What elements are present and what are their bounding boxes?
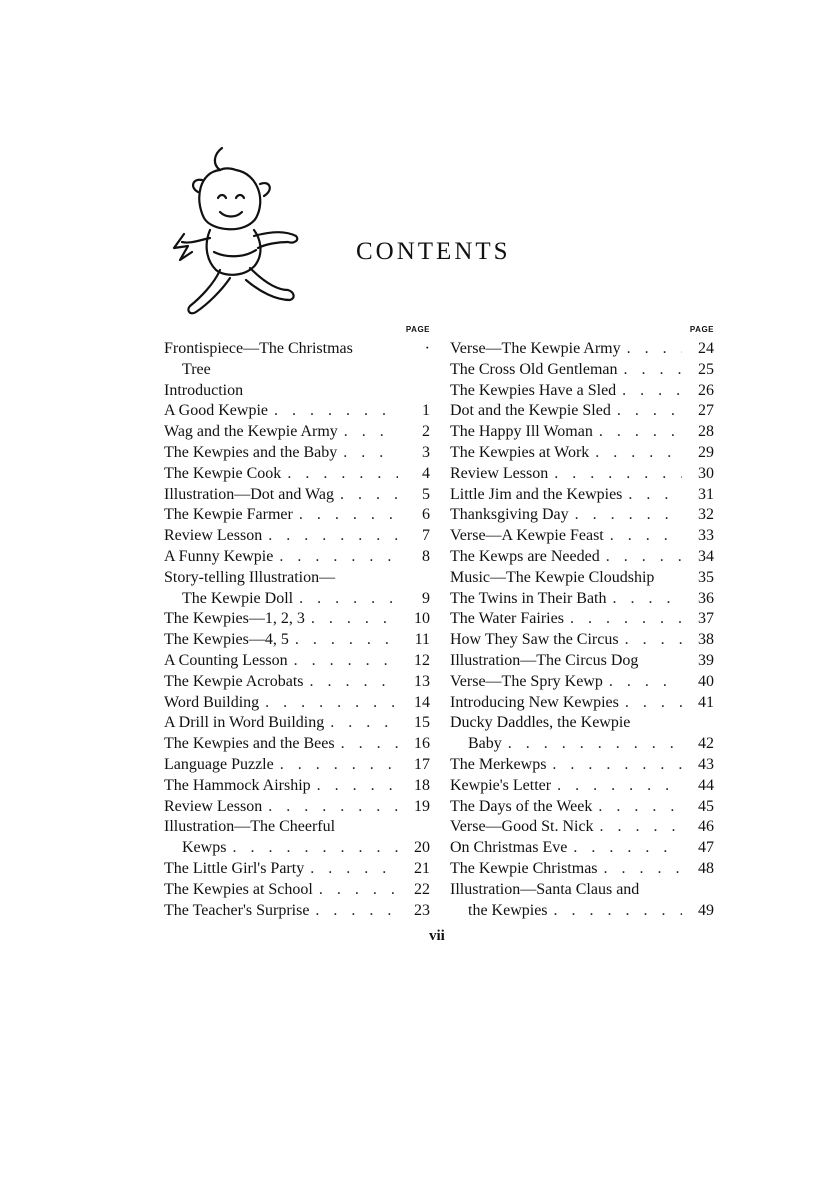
entry-page-number: 43: [698, 755, 714, 773]
entry-page-number: 32: [698, 506, 714, 524]
dot-leader: [570, 609, 682, 630]
entry-title: Frontispiece—The Christmas: [164, 340, 353, 357]
entry-title: The Little Girl's Party: [164, 859, 305, 877]
contents-entry: [164, 797, 430, 818]
contents-entry: [164, 609, 430, 630]
dot-leader: [310, 859, 398, 880]
dot-leader: [265, 693, 398, 714]
entry-page-number: 36: [698, 589, 714, 607]
contents-entry: [450, 485, 714, 506]
contents-entry: [164, 339, 430, 381]
entry-title: Review Lesson: [450, 464, 549, 482]
entry-title: Illustration—Dot and Wag: [164, 485, 334, 503]
entry-page-number: 10: [414, 610, 430, 628]
entry-page-number: 40: [698, 672, 714, 690]
contents-entry: [164, 817, 430, 859]
entry-title: The Hammock Airship: [164, 776, 311, 794]
contents-entry: [164, 859, 430, 880]
contents-entry: [164, 755, 430, 776]
entry-title: On Christmas Eve: [450, 839, 568, 857]
dot-leader: [274, 401, 398, 422]
contents-entry: [450, 401, 714, 422]
entry-title: How They Saw the Circus: [450, 631, 619, 649]
entry-page-number: 44: [698, 776, 714, 794]
contents-column-left: [164, 325, 430, 921]
dot-leader: [343, 443, 398, 464]
contents-entry: [450, 360, 714, 381]
entry-page-number: 16: [414, 735, 430, 753]
contents-entry: [164, 672, 430, 693]
entry-title: Kewpie's Letter: [450, 776, 552, 794]
entry-title: The Merkewps: [450, 755, 547, 773]
dot-leader: [624, 360, 682, 381]
entry-page-number: 9: [422, 589, 430, 607]
dot-leader: [557, 776, 682, 797]
entry-title: The Kewpies—4, 5: [164, 631, 289, 649]
entry-title: The Kewpie Acrobats: [164, 672, 304, 690]
entry-page-number: 3: [422, 443, 430, 461]
contents-entry: [450, 693, 714, 714]
dot-leader: [628, 485, 682, 506]
dot-leader: [299, 589, 398, 610]
contents-entry: [450, 713, 714, 755]
contents-entry: [450, 526, 714, 547]
entry-title: Word Building: [164, 693, 260, 711]
entry-title: Little Jim and the Kewpies: [450, 485, 623, 503]
dot-leader: [268, 526, 398, 547]
contents-entry: [450, 630, 714, 651]
dot-leader: [279, 547, 398, 568]
dot-leader: [552, 755, 682, 776]
entry-page-number: 45: [698, 797, 714, 815]
entry-title: The Days of the Week: [450, 797, 593, 815]
dot-leader: [554, 464, 682, 485]
entry-page-number: 4: [422, 464, 430, 482]
entry-title: Language Puzzle: [164, 755, 274, 773]
entry-title: The Kewpies at School: [164, 880, 313, 898]
entry-title: The Teacher's Surprise: [164, 901, 310, 919]
entry-title: Review Lesson: [164, 797, 263, 815]
entry-page-number: 23: [414, 901, 430, 919]
dot-leader: [294, 651, 398, 672]
entry-page-number: 12: [414, 651, 430, 669]
entry-title: The Water Fairies: [450, 610, 564, 628]
entry-title: The Kewpies and the Bees: [164, 735, 335, 753]
dot-leader: [606, 547, 682, 568]
entry-title: The Happy Ill Woman: [450, 423, 593, 441]
dot-leader: [625, 693, 682, 714]
page-number: vii: [429, 928, 445, 944]
contents-entry: [450, 776, 714, 797]
contents-entry: [450, 422, 714, 443]
contents-entry: [450, 672, 714, 693]
entry-page-number: 48: [698, 859, 714, 877]
contents-entry: [450, 817, 714, 838]
contents-entry: [164, 464, 430, 485]
contents-entry: [450, 838, 714, 859]
dot-leader: [268, 797, 398, 818]
entry-title: Illustration—The Circus Dog: [450, 651, 639, 669]
entry-page-number: 2: [422, 423, 430, 441]
dot-leader: [299, 505, 398, 526]
entry-page-number: 35: [698, 568, 714, 586]
entry-page-number: 49: [698, 901, 714, 919]
contents-list: [450, 339, 714, 921]
entry-page-number: 47: [698, 839, 714, 857]
dot-leader: [319, 880, 398, 901]
contents-entry: [164, 381, 430, 402]
dot-leader: [598, 797, 682, 818]
entry-page-number: 13: [414, 672, 430, 690]
contents-entry: [450, 505, 714, 526]
contents-entry: [450, 755, 714, 776]
contents-entry: [164, 422, 430, 443]
page-column-header: PAGE: [405, 325, 430, 334]
entry-title: Verse—The Spry Kewp: [450, 672, 603, 690]
entry-page-number: 28: [698, 423, 714, 441]
entry-page-number: 7: [422, 527, 430, 545]
entry-title: Introduction: [164, 381, 244, 399]
contents-entry: [164, 693, 430, 714]
entry-title: The Kewps are Needed: [450, 547, 600, 565]
contents-entry: [450, 651, 714, 672]
entry-page-number: 18: [414, 776, 430, 794]
entry-title: Ducky Daddles, the Kewpie: [450, 714, 631, 732]
contents-entry: [450, 339, 714, 360]
entry-title: The Twins in Their Bath: [450, 589, 607, 607]
contents-entry: [164, 485, 430, 506]
contents-entry: [164, 880, 430, 901]
entry-title: Story-telling Illustration—: [164, 568, 336, 586]
entry-page-number: 21: [414, 859, 430, 877]
entry-title: The Cross Old Gentleman: [450, 360, 618, 378]
entry-page-number: 25: [698, 360, 714, 378]
dot-leader: [610, 526, 682, 547]
entry-title: Thanksgiving Day: [450, 506, 569, 524]
kewpie-illustration: [160, 140, 310, 335]
entry-page-number: 5: [422, 485, 430, 503]
entry-title: Kewps: [182, 839, 227, 857]
dot-leader: [600, 817, 682, 838]
dot-leader: [341, 734, 398, 755]
contents-entry: [450, 547, 714, 568]
dot-leader: [311, 609, 398, 630]
entry-title: The Kewpie Doll: [182, 589, 294, 607]
entry-page-number: 24: [698, 340, 714, 357]
entry-title: Review Lesson: [164, 527, 263, 545]
entry-title: A Counting Lesson: [164, 651, 288, 669]
contents-entry: [450, 568, 714, 589]
contents-entry: [164, 630, 430, 651]
entry-page-number: 29: [698, 443, 714, 461]
entry-page-number: 17: [414, 755, 430, 773]
entry-page-number: 8: [422, 547, 430, 565]
entry-title: Wag and the Kewpie Army: [164, 423, 338, 441]
dot-leader: [310, 672, 398, 693]
entry-title: The Kewpie Cook: [164, 464, 282, 482]
contents-entry: [450, 609, 714, 630]
dot-leader: [595, 443, 682, 464]
entry-title: Verse—The Kewpie Army: [450, 340, 621, 357]
entry-page-number: 39: [698, 651, 714, 669]
contents-entry: [164, 547, 430, 568]
entry-title: Music—The Kewpie Cloudship: [450, 568, 655, 586]
dot-leader: [573, 838, 682, 859]
contents-entry: [450, 443, 714, 464]
dot-leader: [613, 589, 683, 610]
entry-title: Tree: [182, 360, 211, 378]
contents-entry: [164, 901, 430, 922]
dot-leader: [627, 339, 682, 360]
dot-leader: [317, 776, 398, 797]
entry-title: The Kewpies at Work: [450, 443, 590, 461]
entry-title: The Kewpies—1, 2, 3: [164, 610, 305, 628]
entry-title: Verse—Good St. Nick: [450, 818, 594, 836]
entry-title: The Kewpies Have a Sled: [450, 381, 617, 399]
entry-page-number: 20: [414, 839, 430, 857]
contents-entry: [164, 734, 430, 755]
contents-entry: [164, 713, 430, 734]
entry-page-number: 41: [698, 693, 714, 711]
dot-leader: [622, 381, 682, 402]
entry-title: the Kewpies: [468, 901, 548, 919]
contents-entry: [450, 859, 714, 880]
contents-entry: [450, 589, 714, 610]
contents-entry: [450, 880, 714, 922]
entry-title: Baby: [468, 735, 502, 753]
entry-page-number: 26: [698, 381, 714, 399]
dot-leader: [617, 401, 682, 422]
entry-title: Illustration—Santa Claus and: [450, 880, 640, 898]
contents-entry: [450, 464, 714, 485]
dot-leader: [609, 672, 682, 693]
entry-title: The Kewpie Farmer: [164, 506, 293, 524]
dot-leader: [232, 838, 398, 859]
contents-entry: [164, 526, 430, 547]
dot-leader: [280, 755, 398, 776]
entry-title: Dot and the Kewpie Sled: [450, 402, 611, 420]
entry-page-number: 27: [698, 402, 714, 420]
contents-entry: [164, 568, 430, 610]
entry-page-number: 34: [698, 547, 714, 565]
contents-entry: [450, 381, 714, 402]
entry-page-number: 1: [422, 402, 430, 420]
dot-leader: [554, 901, 682, 922]
entry-page-number: 15: [414, 714, 430, 732]
entry-page-number: ·: [424, 340, 430, 357]
entry-page-number: 19: [414, 797, 430, 815]
entry-title: A Funny Kewpie: [164, 547, 274, 565]
dot-leader: [315, 901, 398, 922]
dot-leader: [625, 630, 682, 651]
entry-page-number: 31: [698, 485, 714, 503]
dot-leader: [508, 734, 682, 755]
contents-column-right: [450, 325, 714, 921]
entry-title: A Good Kewpie: [164, 402, 268, 420]
entry-title: Illustration—The Cheerful: [164, 818, 336, 836]
page-title: CONTENTS: [356, 238, 511, 265]
contents-list: [164, 339, 430, 921]
dot-leader: [599, 422, 682, 443]
entry-page-number: 33: [698, 527, 714, 545]
contents-entry: [164, 651, 430, 672]
entry-page-number: 38: [698, 631, 714, 649]
entry-page-number: 11: [414, 631, 430, 649]
contents-entry: [164, 505, 430, 526]
entry-title: The Kewpies and the Baby: [164, 443, 338, 461]
entry-page-number: 46: [698, 818, 714, 836]
entry-page-number: 6: [422, 506, 430, 524]
dot-leader: [340, 485, 398, 506]
entry-title: A Drill in Word Building: [164, 714, 325, 732]
entry-page-number: 22: [414, 880, 430, 898]
contents-entry: [450, 797, 714, 818]
dot-leader: [287, 464, 398, 485]
entry-page-number: 42: [698, 735, 714, 753]
entry-page-number: 14: [414, 693, 430, 711]
entry-title: The Kewpie Christmas: [450, 859, 598, 877]
contents-entry: [164, 401, 430, 422]
entry-page-number: 37: [698, 610, 714, 628]
dot-leader: [295, 630, 398, 651]
page-column-header: PAGE: [689, 325, 714, 334]
dot-leader: [330, 713, 398, 734]
entry-page-number: 30: [698, 464, 714, 482]
dot-leader: [575, 505, 682, 526]
dot-leader: [604, 859, 682, 880]
entry-title: Introducing New Kewpies: [450, 693, 619, 711]
entry-title: Verse—A Kewpie Feast: [450, 527, 604, 545]
contents-entry: [164, 443, 430, 464]
contents-entry: [164, 776, 430, 797]
dot-leader: [344, 422, 398, 443]
